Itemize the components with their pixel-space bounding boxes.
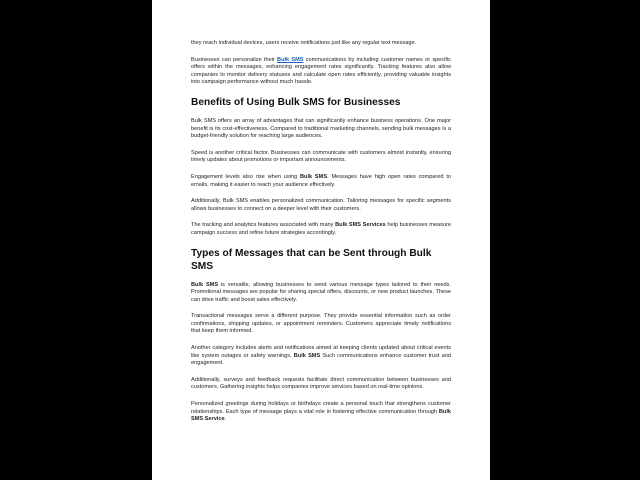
intro-paragraph-2 [191, 57, 451, 87]
types-paragraph-4: Additionally, surveys and feedback requests facilitate direct communication between businesses and customers. Gathering insights helps companies improve services based on real-time opinions. [191, 376, 451, 391]
bold-term: Bulk SMS [299, 173, 328, 180]
types-paragraph-5 [191, 401, 451, 424]
paragraph-text: Engagement levels also rise when using [191, 173, 300, 180]
paragraph-text: Such communications enhance customer trust and engagement. [191, 352, 451, 367]
benefits-paragraph-2: Speed is another critical factor. Businesses can communicate with customers almost instantly, ensuring timely updates about promotions or important announcements. [191, 149, 451, 164]
paragraph-text: . Messages have high open rates compared to emails, making it easier to reach your audience effectively. [191, 173, 451, 188]
bulk-sms-link[interactable]: Bulk SMS [277, 56, 304, 63]
benefits-paragraph-4: Additionally, Bulk SMS enables personalized communication. Tailoring messages for specific segments allows businesses to connect on a deeper level with their customers. [191, 198, 451, 212]
section-heading-benefits: Benefits of Using Bulk SMS for Businesses [191, 96, 401, 108]
paragraph-text: The tracking and analytics features associated with many [191, 222, 336, 229]
paragraph-text: . [224, 416, 227, 423]
bold-term: Bulk SMS Service [191, 408, 451, 423]
paragraph-text: Personalized greetings during holidays or birthdays create a personal touch that strengthens customer relationships. Each type of message plays a vital role in fostering effective communication through [191, 401, 451, 415]
paragraph-text: Another category includes alerts and notifications aimed at keeping clients updated about critical events like system outages or safety warnings. [191, 345, 451, 359]
types-paragraph-3 [191, 345, 451, 368]
benefits-paragraph-5 [191, 222, 451, 237]
section-heading-types: Types of Messages that can be Sent through Bulk SMS [191, 247, 432, 272]
paragraph-text: help businesses measure campaign success and refine future strategies accordingly. [191, 222, 451, 236]
benefits-paragraph-3 [191, 174, 451, 189]
bold-term: Bulk SMS [293, 352, 321, 359]
paragraph-text: is versatile, allowing businesses to send various message types tailored to their needs. Promotional messages are popular for sharing special offers, discounts, or new product launches. These can drive traffic and boost sales effectively. [191, 281, 451, 303]
paragraph-text: Businesses can personalize their [191, 56, 278, 63]
article-body [191, 40, 451, 433]
bold-term: Bulk SMS [191, 281, 219, 288]
paragraph-text: communications by including customer names or specific offers within the messages, enhancing engagement rates significantly. Tracking features also allow companies to monitor delivery statuses and calculate open rates efficiently, providing valuable insights into campaign performance without much hassle. [191, 56, 451, 86]
intro-paragraph-1: they reach individual devices, users receive notifications just like any regular text message. [191, 40, 417, 46]
types-paragraph-1 [191, 282, 451, 305]
document-page [152, 0, 490, 480]
bold-term: Bulk SMS Services [335, 222, 386, 229]
types-paragraph-2: Transactional messages serve a different purpose. They provide essential information such as order confirmations, shipping updates, or appointment reminders. Customers appreciate timely notifications that keep them informed. [191, 313, 451, 335]
benefits-paragraph-1: Bulk SMS offers an array of advantages that can significantly enhance business operations. One major benefit is its cost-effectiveness. Compared to traditional marketing channels, sending bulk messages is a budget-friendly solution for reaching large audiences. [191, 117, 451, 140]
